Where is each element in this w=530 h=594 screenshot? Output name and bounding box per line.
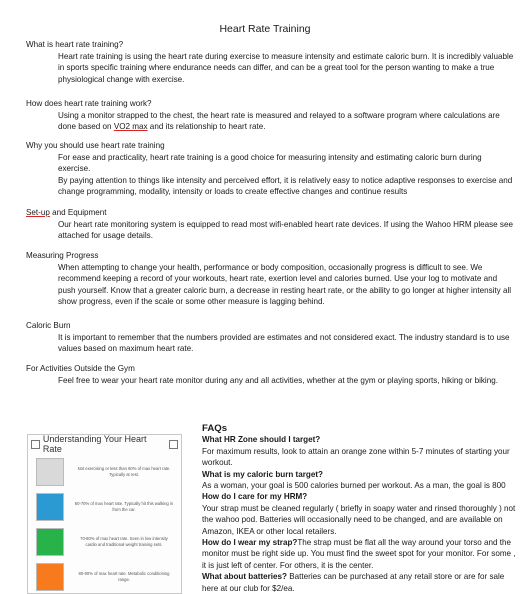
zone-swatch-green: [36, 528, 64, 556]
faq-question: How do I wear my strap?: [202, 538, 298, 548]
heart-rate-zones-card: [27, 434, 182, 594]
section-measuring-progress: [26, 250, 514, 308]
section-what-is: [26, 39, 514, 85]
section-heading: Why you should use heart rate training: [26, 141, 165, 150]
faq-answer: Batteries can be purchased at any retail store or are for sale here at our club for $2/ea.: [202, 572, 505, 593]
section-paragraph: When attempting to change your health, performance or body composition, occasionally progress is difficult to see. We recommend keeping a record of your workouts, heart rate, exertion level and calories burned. Use your log to motivate and push yourself. Know that a greater caloric burn, a decrease in resting heart rate, or the ability to go longer at higher intensity all show progress, even if the scale or some other measure is lagging behind.: [58, 262, 512, 307]
faq-entry: [202, 537, 516, 571]
zone-row: [28, 560, 181, 593]
faq-question: What HR Zone should I target?: [202, 435, 321, 445]
section-heading: For Activities Outside the Gym: [26, 364, 135, 373]
section-caloric-burn: [26, 320, 514, 355]
setup-term: Set-up: [26, 208, 50, 217]
section-paragraph: It is important to remember that the numbers provided are estimates and not considered exact. The industry standard is to use values based on maximum heart rate.: [58, 332, 510, 354]
faq-question: What is my caloric burn target?: [202, 469, 323, 479]
section-heading: Measuring Progress: [26, 251, 99, 260]
faq-section: [202, 423, 516, 594]
zone-description: 70-80% of max heart rate. Seen in low intensity cardio and traditional weight training sets.: [80, 536, 168, 547]
anchor-handle-icon: [169, 440, 178, 449]
paragraph-text: and its relationship to heart rate.: [147, 122, 266, 132]
document-title: Heart Rate Training: [219, 23, 311, 35]
anchor-handle-icon: [31, 440, 40, 449]
section-outside-gym: [26, 363, 514, 386]
zone-description: 60-70% of max heart rate. Typically hit this walking in from the car.: [74, 501, 174, 512]
heading-text: and Equipment: [49, 208, 107, 217]
section-how-works: [26, 98, 514, 133]
section-setup: [26, 207, 514, 242]
section-heading: [26, 207, 514, 219]
faq-answer: For maximum results, look to attain an orange zone within 5-7 minutes of starting your workout.: [202, 446, 510, 468]
faq-entry: [202, 571, 516, 594]
section-paragraph: Heart rate training is using the heart rate during exercise to measure intensity and estimate caloric burn. It is incredibly valuable in sports specific training where endurance needs can differ, and can be a great tool for the person wanting to make a true physiological change with exercise.: [58, 51, 514, 84]
zone-row: [28, 525, 181, 558]
section-why-use: [26, 140, 514, 198]
faq-answer: The strap must be flat all the way around your torso and the monitor must be right side up. You must find the sweet spot for your monitor. For some , it is just left of center. For others, it is the center.: [202, 538, 516, 570]
section-paragraph: For ease and practicality, heart rate training is a good choice for measuring intensity and estimating caloric burn during exercise.: [58, 152, 482, 174]
zone-description: 80-90% of max heart rate. Metabolic conditioning range.: [78, 571, 170, 582]
vo2-max-term: VO2 max: [113, 122, 148, 132]
section-paragraph: Feel free to wear your heart rate monitor during any and all activities, whether at the gym or playing sports, hiking or biking.: [58, 375, 498, 385]
section-heading: What is heart rate training?: [26, 40, 124, 49]
zone-row: [28, 455, 181, 488]
section-heading: How does heart rate training work?: [26, 99, 152, 108]
zone-swatch-blue: [36, 493, 64, 521]
card-header: [28, 435, 181, 453]
faq-question: What about batteries?: [202, 572, 287, 582]
faq-answer: Your strap must be cleaned regularly ( briefly in soapy water and rinsed thoroughly ) not the wahoo pod. Batteries will occasionally need to be changed, and are available on Amazon, IKEA or other local retailers.: [202, 503, 516, 536]
paragraph-text: Using a monitor strapped to the chest, the heart rate is measured and relayed to a software program where calculations are done based on: [58, 110, 500, 132]
zone-description: Not exercising or less than 60% of max heart rate. Typically at rest.: [77, 466, 171, 477]
section-paragraph: [58, 110, 514, 133]
section-paragraph: Our heart rate monitoring system is equipped to read most wifi-enabled heart rate devices. If using the Wahoo HRM please see attached for usage details.: [58, 219, 513, 241]
section-heading: Caloric Burn: [26, 321, 71, 330]
faq-title: FAQs: [202, 423, 228, 434]
card-title: Understanding Your Heart Rate: [42, 434, 147, 454]
zone-row: [28, 490, 181, 523]
faq-question: How do I care for my HRM?: [202, 492, 308, 502]
zone-swatch-orange: [36, 563, 64, 591]
zone-swatch-gray: [36, 458, 64, 486]
faq-answer: As a woman, your goal is 500 calories burned per workout. As a man, the goal is 800: [202, 481, 506, 491]
section-paragraph: By paying attention to things like intensity and perceived effort, it is relatively easy to notice adaptive responses to exercise and change programming, modality, intensity or loads to create effective changes and continue results: [58, 175, 513, 197]
